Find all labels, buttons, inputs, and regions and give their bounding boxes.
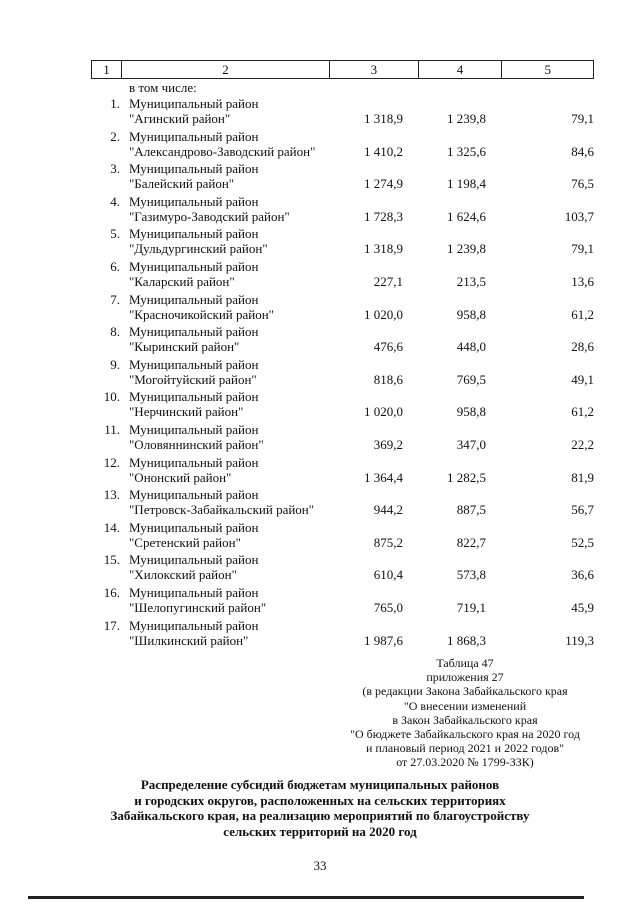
caption-line: (в редакции Закона Забайкальского края xyxy=(362,684,568,699)
row-value-col3: 1 987,6 xyxy=(364,632,403,648)
row-value-col4: 213,5 xyxy=(456,273,486,289)
row-value-col5: 22,2 xyxy=(571,436,594,452)
row-value-col4: 822,7 xyxy=(456,534,486,550)
caption-line: приложения 27 xyxy=(426,670,504,685)
row-label-line1: Муниципальный район xyxy=(129,96,259,111)
row-label-line1: Муниципальный район xyxy=(129,421,259,437)
row-label-line2: "Кыринский район" xyxy=(129,339,240,355)
row-number: 2. xyxy=(110,128,120,144)
row-label-line1: Муниципальный район xyxy=(129,617,259,633)
row-value-col3: 610,4 xyxy=(373,567,403,583)
table-row xyxy=(0,421,640,454)
table-row xyxy=(0,258,640,291)
row-label-line1: Муниципальный район xyxy=(129,193,259,209)
page-bottom-rule xyxy=(28,896,584,899)
caption-line: в Закон Забайкальского края xyxy=(392,712,538,727)
title-line: Распределение субсидий бюджетам муниципальных районов xyxy=(140,777,500,792)
table-row xyxy=(0,584,640,617)
row-value-col4: 1 282,5 xyxy=(447,469,486,485)
row-label-line2: "Шилкинский район" xyxy=(129,632,249,648)
table-row xyxy=(0,356,640,389)
caption-line: "О внесении изменений xyxy=(403,698,527,713)
row-value-col4: 1 198,4 xyxy=(447,176,486,192)
row-number: 5. xyxy=(110,226,120,242)
row-label-line2: "Шелопугинский район" xyxy=(129,599,267,615)
row-number: 15. xyxy=(103,552,120,568)
row-value-col5: 79,1 xyxy=(571,111,594,126)
page-number: 33 xyxy=(313,858,327,873)
row-label-line2: "Красночикойский район" xyxy=(129,306,274,322)
caption-line: от 27.03.2020 № 1799-ЗЗК) xyxy=(396,755,534,770)
row-value-col3: 1 410,2 xyxy=(364,143,403,159)
table-row xyxy=(0,454,640,487)
row-label-line1: Муниципальный район xyxy=(129,291,259,307)
row-value-col5: 56,7 xyxy=(571,502,594,518)
row-value-col3: 875,2 xyxy=(373,534,403,550)
row-value-col4: 1 325,6 xyxy=(447,143,486,159)
row-value-col4: 1 868,3 xyxy=(447,632,486,648)
row-value-col5: 103,7 xyxy=(564,208,594,224)
table-body xyxy=(0,95,640,649)
row-value-col5: 49,1 xyxy=(571,371,594,387)
table-row xyxy=(0,128,640,161)
row-label-line2: "Дульдургинский район" xyxy=(129,241,268,257)
row-number: 1. xyxy=(110,96,120,111)
row-label-line2: "Каларский район" xyxy=(129,273,235,289)
row-value-col4: 347,0 xyxy=(456,436,486,452)
header-cell-3: 3 xyxy=(330,61,419,78)
row-value-col3: 1 364,4 xyxy=(364,469,403,485)
row-value-col4: 958,8 xyxy=(456,306,486,322)
row-value-col4: 573,8 xyxy=(456,567,486,583)
row-value-col3: 765,0 xyxy=(373,599,403,615)
row-label-line2: "Александрово-Заводский район" xyxy=(129,143,316,159)
row-number: 13. xyxy=(103,487,120,503)
row-label-line2: "Петровск-Забайкальский район" xyxy=(129,502,315,518)
row-value-col3: 944,2 xyxy=(373,502,403,518)
table-row xyxy=(0,486,640,519)
row-value-col3: 1 274,9 xyxy=(364,176,403,192)
table-row xyxy=(0,193,640,226)
row-value-col4: 448,0 xyxy=(456,339,486,355)
row-value-col5: 45,9 xyxy=(571,599,594,615)
table-header-row xyxy=(91,60,594,79)
row-label-line1: Муниципальный район xyxy=(129,161,259,177)
row-label-line1: Муниципальный район xyxy=(129,389,259,405)
row-value-col3: 1 020,0 xyxy=(364,306,403,322)
row-value-col4: 887,5 xyxy=(456,502,486,518)
row-label-line1: Муниципальный район xyxy=(129,356,259,372)
row-value-col5: 84,6 xyxy=(571,143,594,159)
row-label-line2: "Нерчинский район" xyxy=(129,404,244,420)
row-value-col3: 369,2 xyxy=(373,436,403,452)
table-caption xyxy=(330,656,600,770)
row-value-col5: 61,2 xyxy=(571,404,594,420)
row-number: 14. xyxy=(103,519,120,535)
row-number: 16. xyxy=(103,584,120,600)
row-label-line2: "Могойтуйский район" xyxy=(129,371,257,387)
row-label-line2: "Оловяннинский район" xyxy=(129,436,264,452)
row-number: 11. xyxy=(104,421,120,437)
row-number: 12. xyxy=(103,454,120,470)
row-number: 10. xyxy=(103,389,120,405)
row-value-col3: 1 728,3 xyxy=(364,208,403,224)
row-value-col3: 1 318,9 xyxy=(364,241,403,257)
caption-line: Таблица 47 xyxy=(436,656,494,670)
row-value-col5: 13,6 xyxy=(571,273,594,289)
row-number: 7. xyxy=(110,291,120,307)
row-value-col3: 227,1 xyxy=(373,273,403,289)
table-subheading: в том числе: xyxy=(129,80,197,95)
caption-line: и плановый период 2021 и 2022 годов" xyxy=(365,741,565,756)
row-label-line2: "Балейский район" xyxy=(129,176,235,192)
table-row xyxy=(0,617,640,650)
row-value-col3: 1 318,9 xyxy=(364,111,403,126)
table-row xyxy=(0,323,640,356)
row-number: 9. xyxy=(110,356,120,372)
table-row xyxy=(0,291,640,324)
row-label-line2: "Ононский район" xyxy=(129,469,232,485)
row-number: 8. xyxy=(110,324,120,340)
row-number: 4. xyxy=(110,193,120,209)
row-value-col4: 958,8 xyxy=(456,404,486,420)
row-value-col5: 61,2 xyxy=(571,306,594,322)
header-cell-5: 5 xyxy=(544,61,551,77)
row-number: 17. xyxy=(103,617,120,633)
row-label-line2: "Агинский район" xyxy=(129,111,231,126)
row-label-line1: Муниципальный район xyxy=(129,258,259,274)
row-number: 6. xyxy=(110,258,120,274)
row-label-line1: Муниципальный район xyxy=(129,487,259,503)
header-cell-1: 1 xyxy=(92,61,122,78)
row-value-col5: 81,9 xyxy=(571,469,594,485)
row-value-col4: 719,1 xyxy=(456,599,486,615)
row-label-line2: "Сретенский район" xyxy=(129,534,241,550)
title-line: сельских территорий на 2020 год xyxy=(223,823,417,839)
row-value-col5: 52,5 xyxy=(571,534,594,550)
table-row xyxy=(0,551,640,584)
table-row xyxy=(0,160,640,193)
caption-line: "О бюджете Забайкальского края на 2020 год xyxy=(350,727,580,742)
row-label-line1: Муниципальный район xyxy=(129,519,259,535)
table-row xyxy=(0,519,640,552)
row-value-col4: 1 239,8 xyxy=(447,241,486,257)
row-value-col4: 769,5 xyxy=(456,371,486,387)
row-value-col5: 119,3 xyxy=(565,632,594,648)
row-value-col3: 476,6 xyxy=(373,339,403,355)
row-label-line2: "Газимуро-Заводский район" xyxy=(129,208,290,224)
table-row xyxy=(0,388,640,421)
title-line: Забайкальского края, на реализацию мероприятий по благоустройству xyxy=(110,808,530,823)
row-value-col3: 818,6 xyxy=(373,371,403,387)
header-cell-4: 4 xyxy=(419,61,503,78)
table-row xyxy=(0,95,640,128)
row-value-col5: 76,5 xyxy=(571,176,594,192)
document-title xyxy=(60,777,580,839)
row-value-col4: 1 624,6 xyxy=(447,208,486,224)
row-label-line1: Муниципальный район xyxy=(129,324,259,340)
row-value-col5: 36,6 xyxy=(571,567,594,583)
title-line: и городских округов, расположенных на сельских территориях xyxy=(134,792,506,808)
row-value-col5: 28,6 xyxy=(571,339,594,355)
row-label-line1: Муниципальный район xyxy=(129,226,259,242)
table-row xyxy=(0,225,640,258)
header-cell-2: 2 xyxy=(122,61,330,78)
row-value-col4: 1 239,8 xyxy=(447,111,486,126)
row-number: 3. xyxy=(110,161,120,177)
row-label-line2: "Хилокский район" xyxy=(129,567,237,583)
row-value-col5: 79,1 xyxy=(571,241,594,257)
row-label-line1: Муниципальный район xyxy=(129,552,259,568)
row-label-line1: Муниципальный район xyxy=(129,584,259,600)
row-value-col3: 1 020,0 xyxy=(364,404,403,420)
row-label-line1: Муниципальный район xyxy=(129,454,259,470)
row-label-line1: Муниципальный район xyxy=(129,128,259,144)
